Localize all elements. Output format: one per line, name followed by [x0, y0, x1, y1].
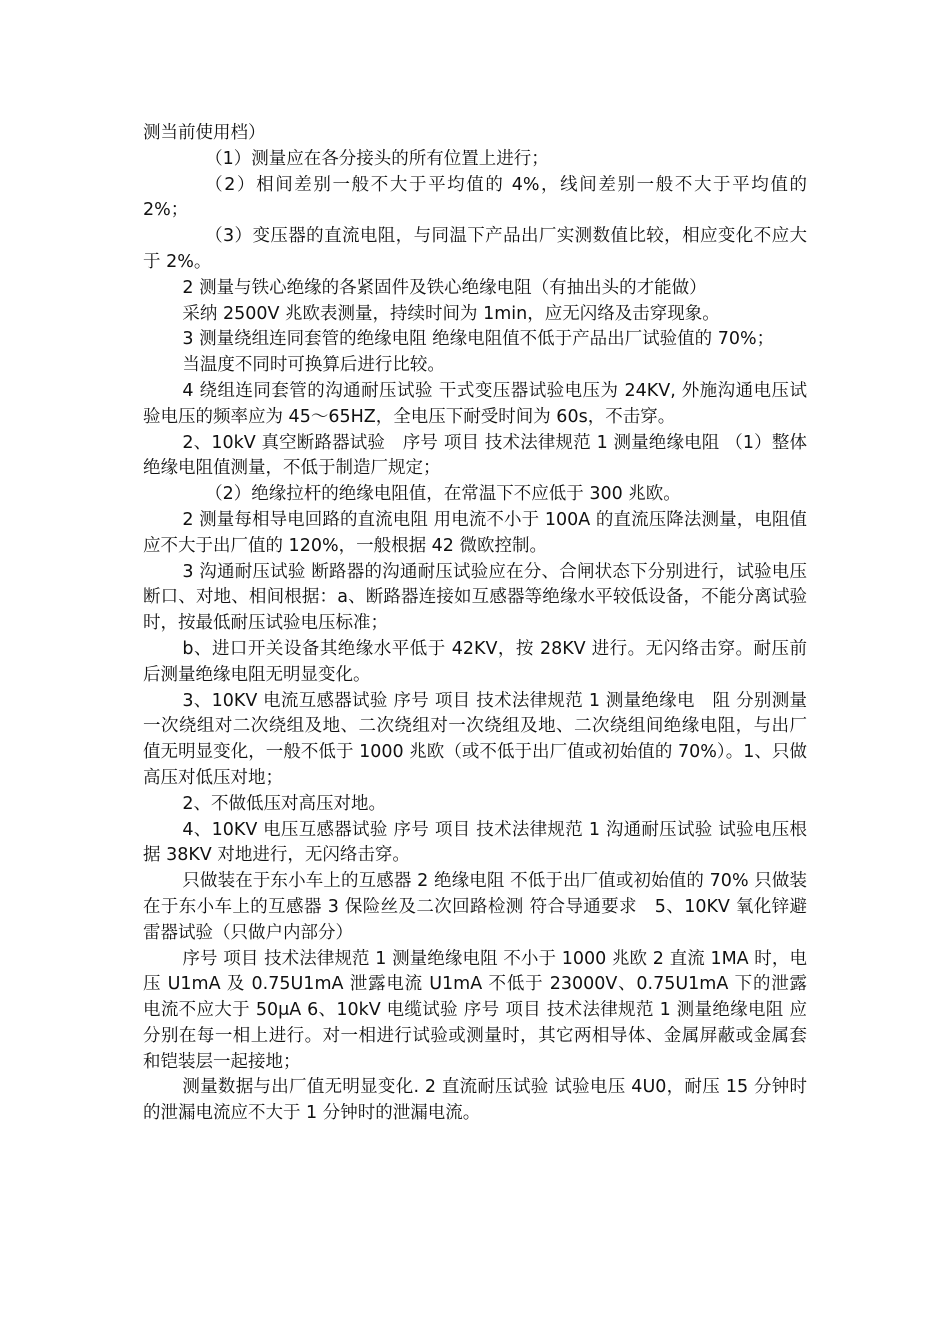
paragraph-18: 只做装在于东小车上的互感器 2 绝缘电阻 不低于出厂值或初始值的 70% 只做装在于东小车上的互感器 3 保险丝及二次回路检测 符合导通要求 5、10KV 氧化锌避雷器试验（只做户内部分）: [143, 871, 807, 943]
paragraph-8: 当温度不同时可换算后进行比较。: [182, 355, 445, 376]
paragraph-2: （1）测量应在各分接头的所有位置上进行；: [205, 148, 549, 169]
paragraph-12: 2 测量每相导电回路的直流电阻 用电流不小于 100A 的直流压降法测量，电阻值应不大于出厂值的 120%，一般根据 42 微欧控制。: [143, 509, 807, 556]
paragraph-13: 3 沟通耐压试验 断路器的沟通耐压试验应在分、合闸状态下分别进行，试验电压断口、对地、相间根据：a、断路器连接如互感器等绝缘水平较低设备，不能分离试验时，按最低耐压试验电压标准；: [143, 561, 807, 634]
paragraph-20: 测量数据与出厂值无明显变化. 2 直流耐压试验 试验电压 4U0，耐压 15 分钟时的泄漏电流应不大于 1 分钟时的泄漏电流。: [143, 1077, 807, 1124]
paragraph-3: （2）相间差别一般不大于平均值的 4%，线间差别一般不大于平均值的 2%；: [143, 174, 807, 221]
paragraph-14: b、进口开关设备其绝缘水平低于 42KV，按 28KV 进行。无闪络击穿。耐压前后测量绝缘电阻无明显变化。: [143, 638, 807, 685]
document-body: [143, 121, 807, 1127]
paragraph-17: 4、10KV 电压互感器试验 序号 项目 技术法律规范 1 沟通耐压试验 试验电压根据 38KV 对地进行，无闪络击穿。: [143, 819, 807, 866]
paragraph-4: （3）变压器的直流电阻，与同温下产品出厂实测数值比较，相应变化不应大于 2%。: [143, 226, 807, 272]
paragraph-5: 2 测量与铁心绝缘的各紧固件及铁心绝缘电阻（有抽出头的才能做）: [182, 277, 707, 298]
paragraph-16: 2、不做低压对高压对地。: [182, 793, 387, 814]
paragraph-19: 序号 项目 技术法律规范 1 测量绝缘电阻 不小于 1000 兆欧 2 直流 1MA 时，电压 U1mA 及 0.75U1mA 泄露电流 U1mA 不低于 23000V、0.75U1mA 下的泄露电流不应大于 50μA 6、10kV 电缆试验 序号 项目 技术法律规范 1 测量绝缘电阻 应分别在每一相上进行。对一相进行试验或测量时，其它两相导体、金属屏蔽或金属套和铠装层一起接地；: [143, 948, 807, 1072]
paragraph-9: 4 绕组连同套管的沟通耐压试验 干式变压器试验电压为 24KV, 外施沟通电压试验电压的频率应为 45～65HZ，全电压下耐受时间为 60s，不击穿。: [143, 380, 807, 427]
paragraph-6: 采纳 2500V 兆欧表测量，持续时间为 1min，应无闪络及击穿现象。: [182, 303, 720, 324]
paragraph-11: （2）绝缘拉杆的绝缘电阻值，在常温下不应低于 300 兆欧。: [205, 484, 681, 505]
paragraph-7: 3 测量绕组连同套管的绝缘电阻 绝缘电阻值不低于产品出厂试验值的 70%；: [182, 329, 775, 350]
paragraph-10: 2、10kV 真空断路器试验 序号 项目 技术法律规范 1 测量绝缘电阻 （1）整体绝缘电阻值测量，不低于制造厂规定；: [143, 432, 807, 479]
paragraph-15: 3、10KV 电流互感器试验 序号 项目 技术法律规范 1 测量绝缘电 阻 分别测量一次绕组对二次绕组及地、二次绕组对一次绕组及地、二次绕组间绝缘电阻，与出厂值无明显变化，一般不低于 1000 兆欧（或不低于出厂值或初始值的 70%）。1、只做高压对低压对地；: [143, 690, 807, 788]
paragraph-1: 测当前使用档）: [143, 123, 266, 143]
